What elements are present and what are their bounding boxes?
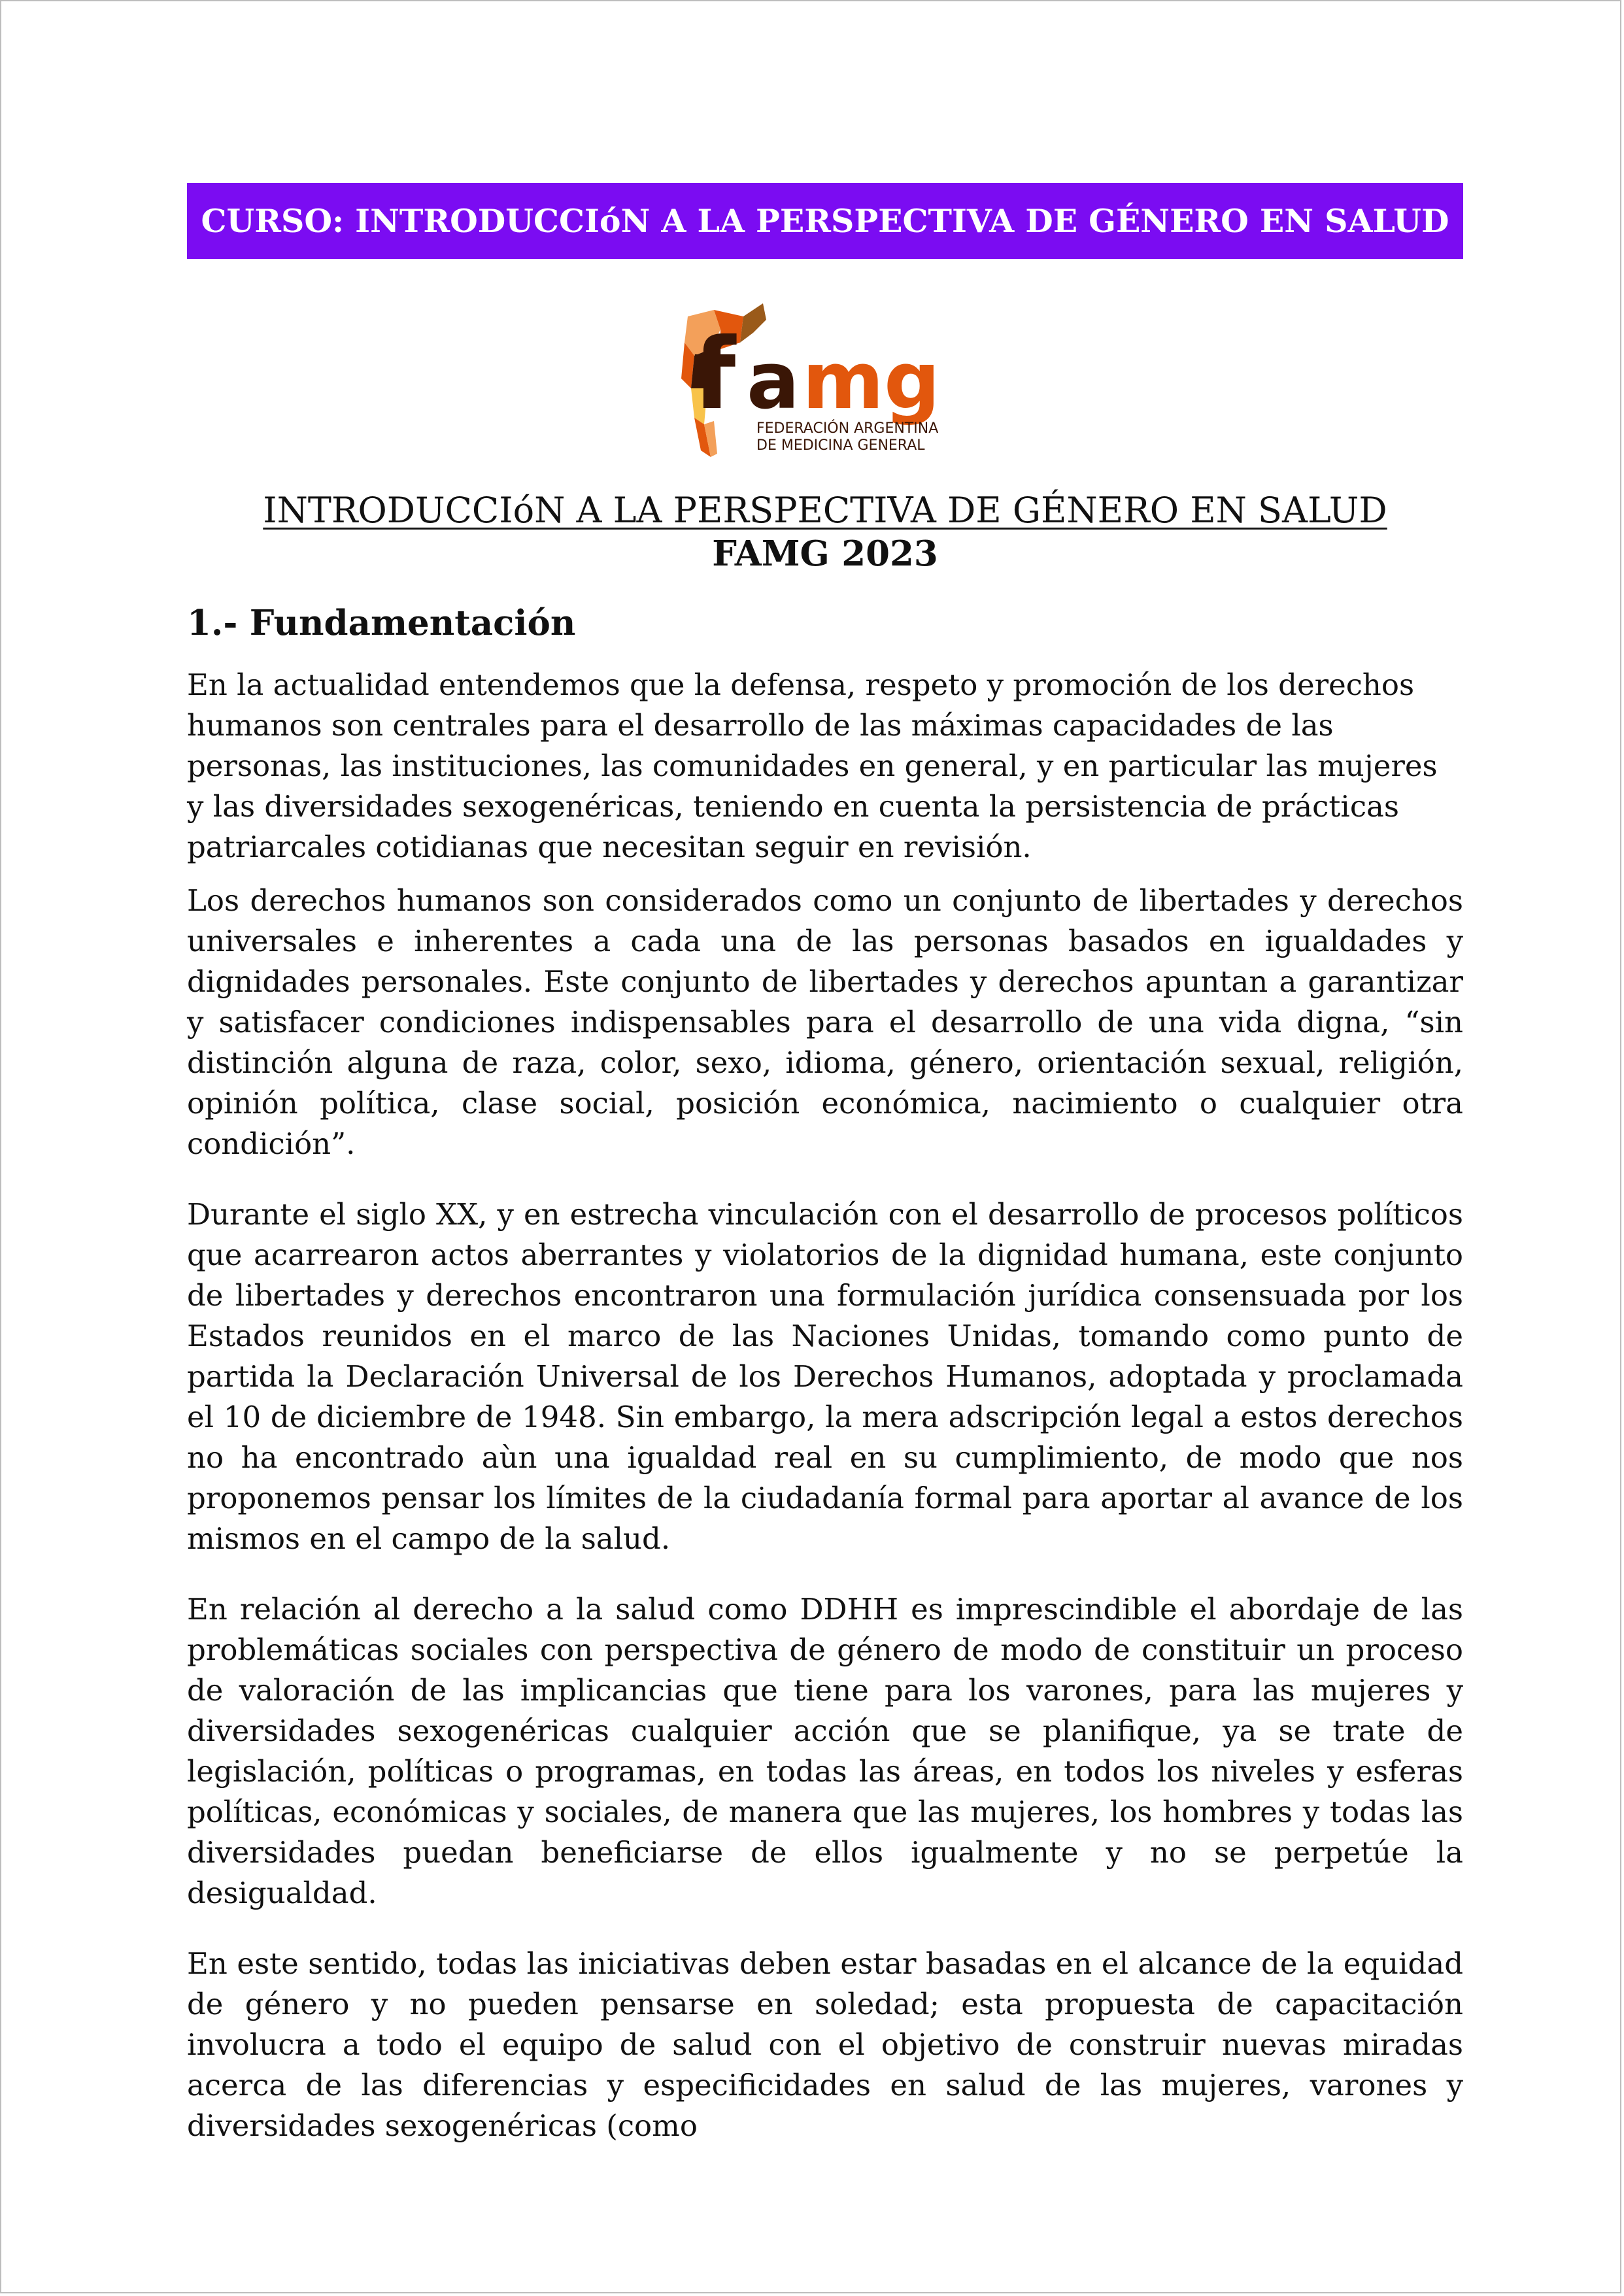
famg-logo-graphic	[675, 303, 969, 467]
paragraph-5: En este sentido, todas las iniciativas deben estar basadas en el alcance de la equidad de género y no pueden pensarse en soledad; esta propuesta de capacitación involucra a todo el equipo de salud con el objetivo de construir nuevas miradas acerca de las diferencias y especificidades en salud de las mujeres, varones y diversidades sexogenéricas (como	[187, 1946, 1463, 2143]
course-banner: CURSO: INTRODUCCIóN A LA PERSPECTIVA DE GÉNERO EN SALUD	[187, 183, 1463, 259]
paragraph-4: En relación al derecho a la salud como DDHH es imprescindible el abordaje de las problemáticas sociales con perspectiva de género de modo de constituir un proceso de valoración de las implicancias que tiene para los varones, para las mujeres y diversidades sexogenéricas cualquier acción que se planifique, ya se trate de legislación, políticas o programas, en todas las áreas, en todos los niveles y esferas políticas, económicas y sociales, de manera que las mujeres, los hombres y todas las diversidades puedan beneficiarse de ellos igualmente y no se perpetúe la desigualdad.	[187, 1592, 1463, 1910]
famg-logo	[675, 303, 969, 467]
body-text	[187, 665, 1463, 2146]
document-title-block	[187, 489, 1463, 575]
paragraph-3: Durante el siglo XX, y en estrecha vinculación con el desarrollo de procesos políticos que acarrearon actos aberrantes y violatorios de la dignidad humana, este conjunto de libertades y derechos encontraron una formulación jurídica consensuada por los Estados reunidos en el marco de las Naciones Unidas, tomando como punto de partida la Declaración Universal de los Derechos Humanos, adoptada y proclamada el 10 de diciembre de 1948. Sin embargo, la mera adscripción legal a estos derechos no ha encontrado aùn una igualdad real en su cumplimiento, de modo que nos proponemos pensar los límites de la ciudadanía formal para aportar al avance de los mismos en el campo de la salud.	[187, 1197, 1463, 1556]
logo-wordmark-mg: mg	[802, 336, 940, 427]
document-title: INTRODUCCIóN A LA PERSPECTIVA DE GÉNERO EN SALUD	[263, 490, 1387, 531]
logo-line-2: DE MEDICINA GENERAL	[756, 437, 925, 454]
logo-line-1: FEDERACIÓN ARGENTINA	[756, 420, 939, 437]
logo-wordmark-f: f	[693, 318, 736, 431]
paragraph-1: En la actualidad entendemos que la defensa, respeto y promoción de los derechos humanos son centrales para el desarrollo de las máximas capacidades de las personas, las instituciones, las comunidades en general, y en particular las mujeres y las diversidades sexogenéricas, teniendo en cuenta la persistencia de prácticas patriarcales cotidianas que necesitan seguir en revisión.	[187, 667, 1438, 864]
paragraph-2: Los derechos humanos son considerados como un conjunto de libertades y derechos universales e inherentes a cada una de las personas basados en igualdades y dignidades personales. Este conjunto de libertades y derechos apuntan a garantizar y satisfacer condiciones indispensables para el desarrollo de una vida digna, “sin distinción alguna de raza, color, sexo, idioma, género, orientación sexual, religión, opinión política, clase social, posición económica, nacimiento o cualquier otra condición”.	[187, 883, 1463, 1161]
section-heading: 1.- Fundamentación	[187, 603, 576, 643]
document-subtitle: FAMG 2023	[712, 533, 938, 574]
logo-wordmark-a: a	[747, 336, 800, 427]
